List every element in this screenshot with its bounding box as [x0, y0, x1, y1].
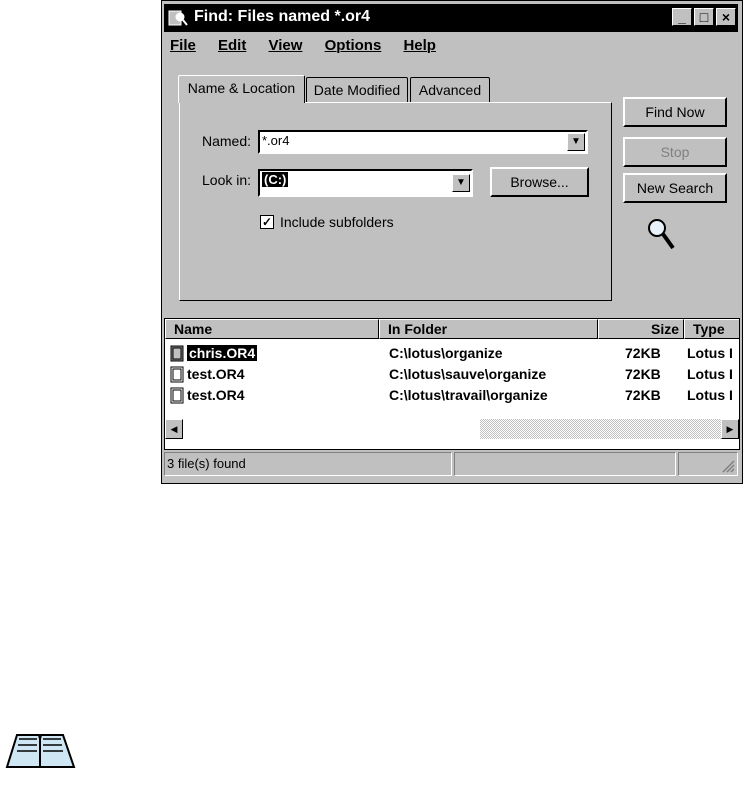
- scroll-right-button[interactable]: ▶: [721, 419, 739, 439]
- column-header-size[interactable]: Size: [598, 319, 684, 339]
- size-grip[interactable]: [678, 452, 738, 476]
- results-list: [164, 318, 740, 450]
- result-name: test.OR4: [187, 366, 245, 382]
- file-icon: [169, 387, 185, 404]
- table-row[interactable]: [165, 385, 740, 406]
- find-app-icon: [168, 8, 188, 28]
- title-bar[interactable]: [164, 4, 738, 32]
- resize-grip-icon: [721, 459, 735, 473]
- find-window: [161, 0, 743, 484]
- column-header-folder[interactable]: In Folder: [379, 319, 598, 339]
- result-size: 72KB: [625, 345, 661, 361]
- named-field[interactable]: [258, 130, 588, 154]
- result-folder: C:\lotus\travail\organize: [389, 387, 548, 403]
- result-folder: C:\lotus\organize: [389, 345, 503, 361]
- result-name: test.OR4: [187, 387, 245, 403]
- magnifier-icon: [645, 216, 677, 252]
- result-size: 72KB: [625, 387, 661, 403]
- status-text: 3 file(s) found: [164, 452, 452, 476]
- menu-edit[interactable]: Edit: [218, 37, 247, 54]
- table-row[interactable]: [165, 343, 740, 364]
- status-panel-2: [454, 452, 676, 476]
- window-title: Find: Files named *.or4: [194, 8, 371, 25]
- lookin-value: (C:): [264, 172, 287, 187]
- result-size: 72KB: [625, 366, 661, 382]
- new-search-button[interactable]: New Search: [623, 173, 727, 203]
- menu-bar: [170, 37, 454, 59]
- result-type: Lotus I: [687, 366, 733, 382]
- file-icon: [169, 366, 185, 383]
- named-label: Named:: [202, 133, 252, 149]
- tab-date-modified[interactable]: Date Modified: [306, 77, 408, 102]
- file-icon: [169, 345, 185, 362]
- named-dropdown-button[interactable]: ▼: [567, 133, 585, 151]
- include-subfolders-label: Include subfolders: [280, 214, 394, 230]
- column-header-type[interactable]: Type: [684, 319, 740, 339]
- result-name: chris.OR4: [189, 345, 256, 361]
- table-row[interactable]: [165, 364, 740, 385]
- find-now-button[interactable]: Find Now: [623, 97, 727, 127]
- scroll-left-button[interactable]: ◀: [165, 419, 183, 439]
- named-value: *.or4: [262, 133, 290, 148]
- menu-help[interactable]: Help: [403, 37, 436, 54]
- result-folder: C:\lotus\sauve\organize: [389, 366, 547, 382]
- minimize-button[interactable]: _: [672, 8, 692, 26]
- tab-advanced[interactable]: Advanced: [410, 77, 490, 102]
- result-type: Lotus I: [687, 387, 733, 403]
- menu-options[interactable]: Options: [324, 37, 382, 54]
- lookin-label: Look in:: [202, 172, 252, 188]
- browse-button[interactable]: Browse...: [490, 167, 589, 197]
- book-icon: [3, 727, 78, 772]
- lookin-dropdown-button[interactable]: ▼: [452, 174, 470, 192]
- result-type: Lotus I: [687, 345, 733, 361]
- lookin-field[interactable]: [258, 169, 473, 197]
- column-header-name[interactable]: Name: [165, 319, 379, 339]
- menu-file[interactable]: File: [170, 37, 196, 54]
- maximize-button[interactable]: □: [694, 8, 714, 26]
- stop-button[interactable]: Stop: [623, 137, 727, 167]
- scroll-track[interactable]: [480, 419, 721, 439]
- include-subfolders-checkbox[interactable]: ✓: [261, 215, 273, 229]
- horizontal-scrollbar[interactable]: [165, 419, 739, 439]
- tab-name-location[interactable]: Name & Location: [178, 75, 305, 103]
- menu-view[interactable]: View: [268, 37, 303, 54]
- close-button[interactable]: ×: [716, 8, 736, 26]
